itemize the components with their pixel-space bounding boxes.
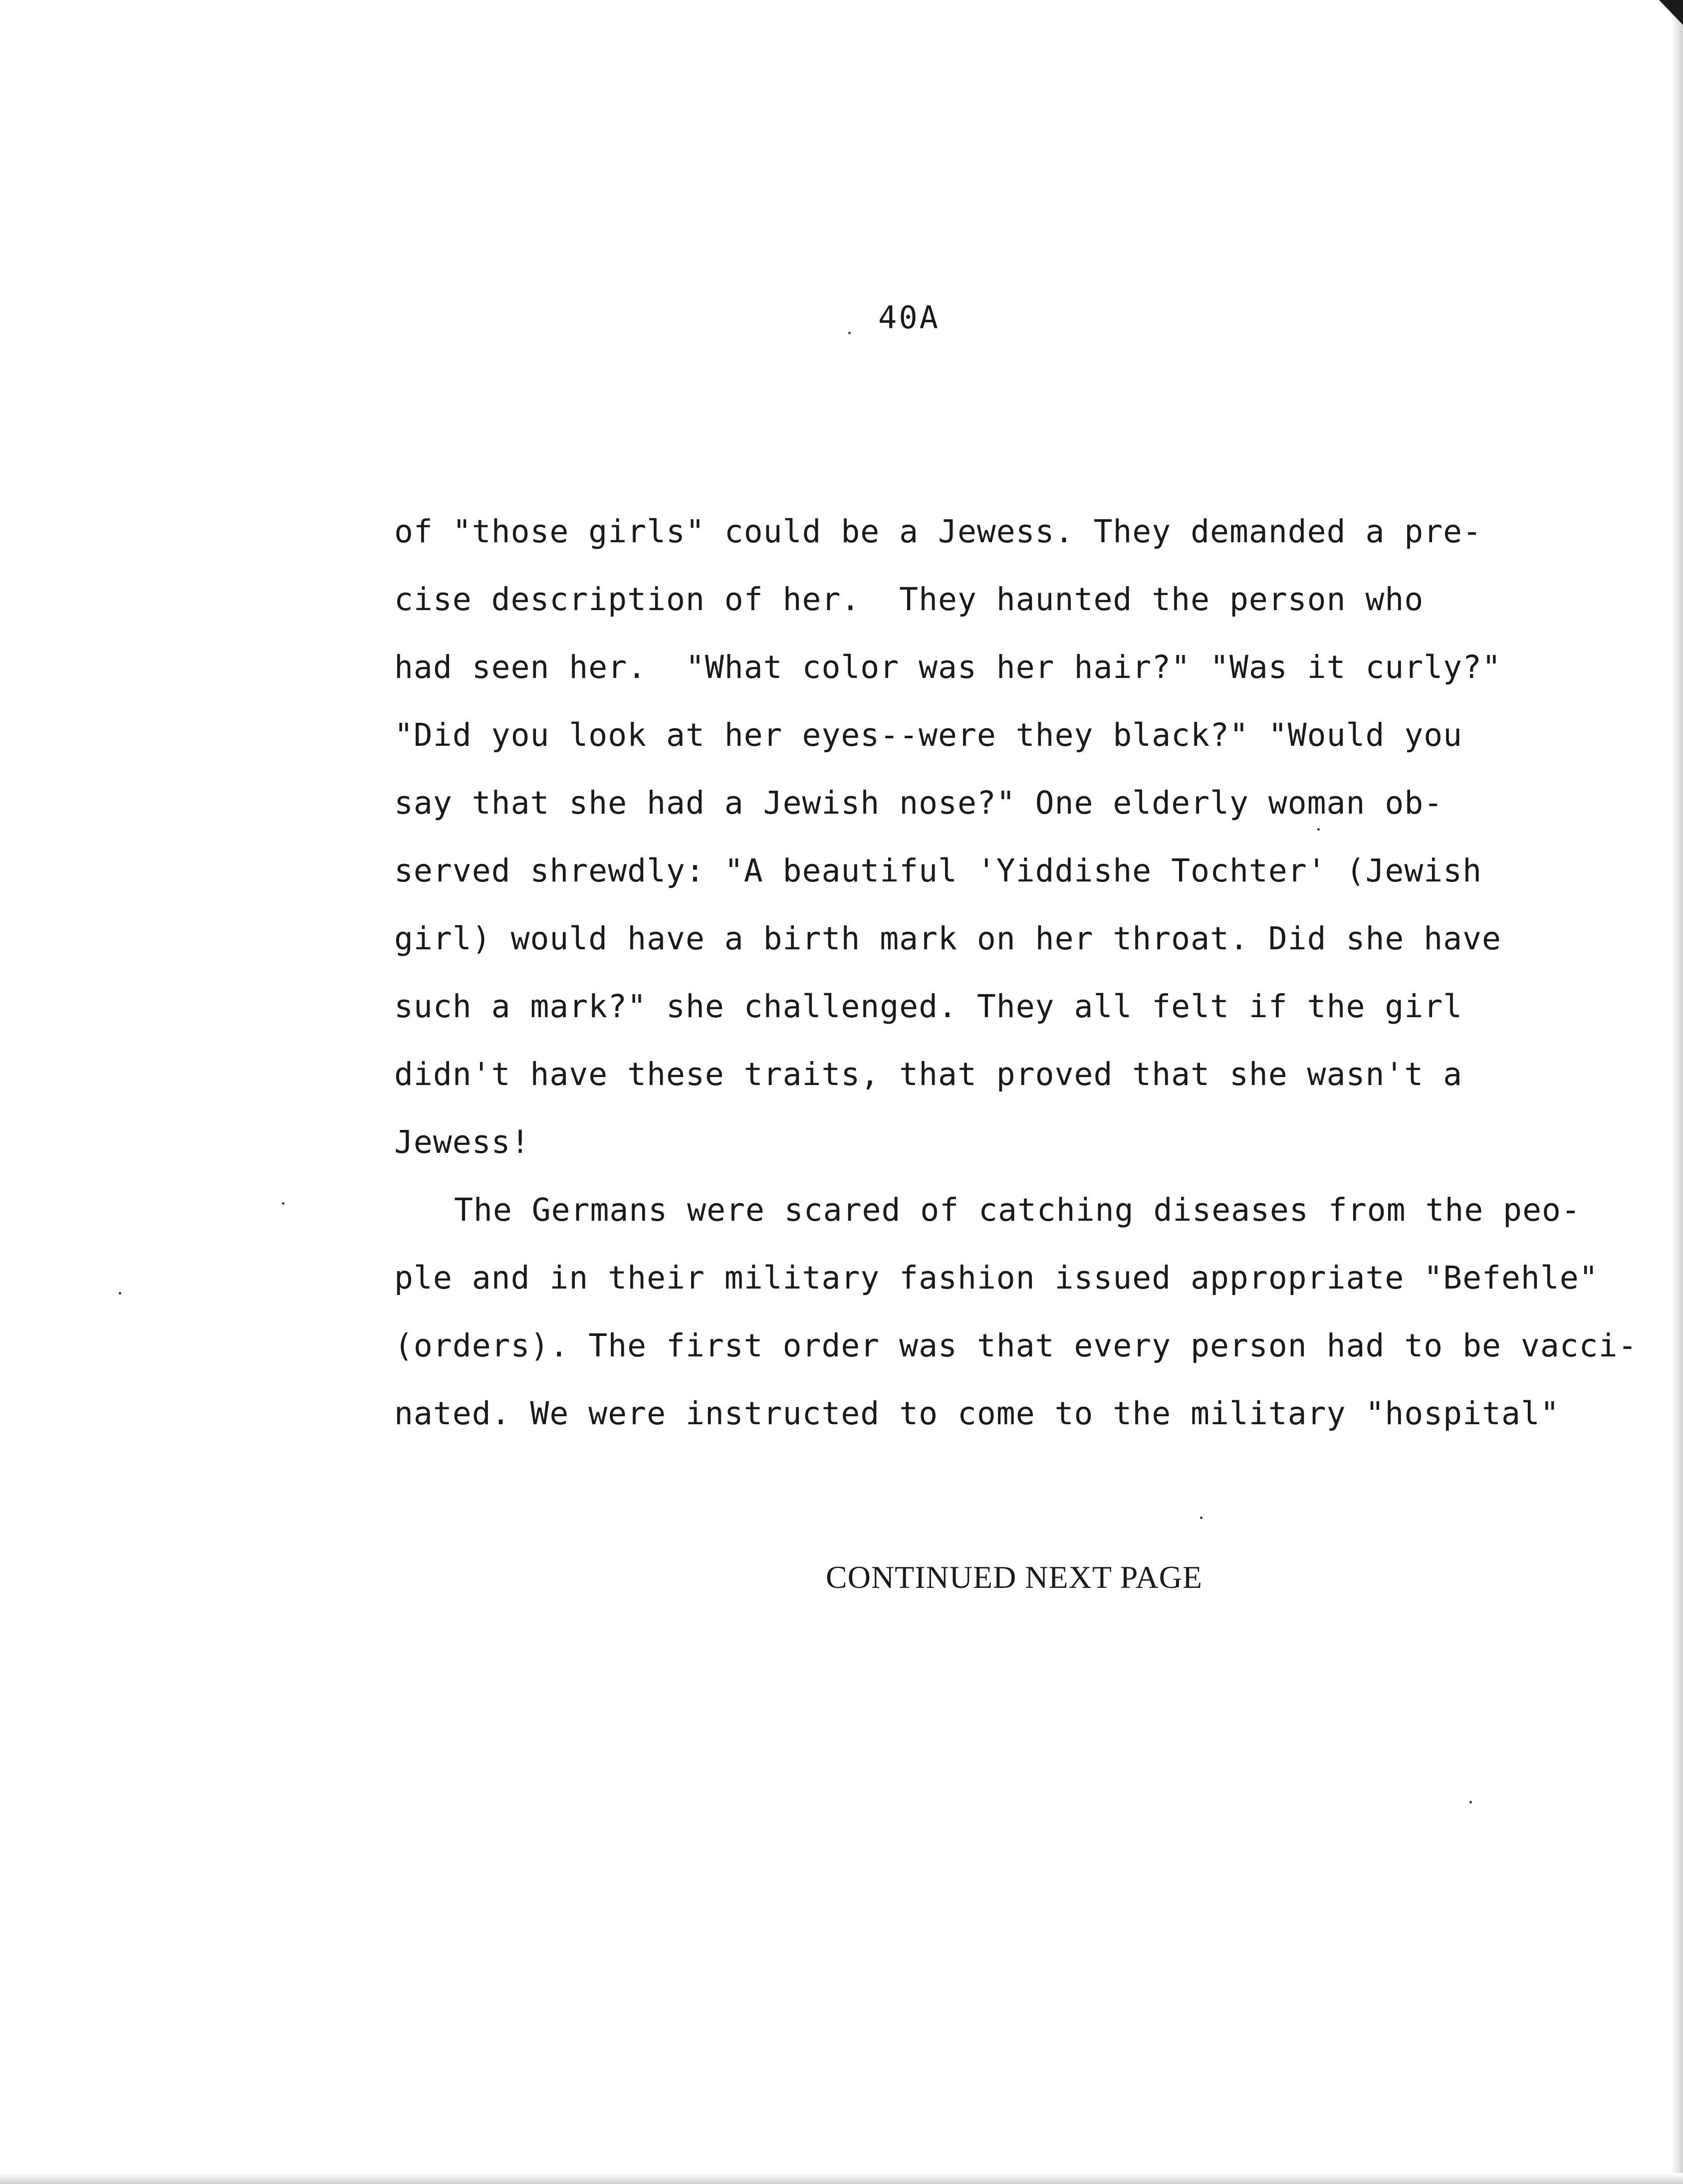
page-edge-shadow — [1671, 0, 1683, 2184]
text-line: ple and in their military fashion issued appropriate "Befehle" — [394, 1260, 1599, 1296]
text-line: had seen her. "What color was her hair?" "Was it curly?" — [394, 649, 1501, 685]
paragraph-1 — [394, 498, 1632, 1176]
text-line: cise description of her. They haunted the person who — [394, 581, 1424, 618]
text-line: of "those girls" could be a Jewess. They demanded a pre- — [394, 513, 1482, 550]
text-line: girl) would have a birth mark on her throat. Did she have — [394, 920, 1501, 957]
dust-speck — [1469, 1801, 1472, 1803]
dust-speck — [848, 332, 851, 334]
page-bottom-edge — [0, 2173, 1683, 2184]
text-line: Jewess! — [394, 1124, 530, 1160]
text-line: say that she had a Jewish nose?" One elderly woman ob- — [394, 785, 1443, 821]
text-line: "Did you look at her eyes--were they black?" "Would you — [394, 717, 1463, 753]
text-line: served shrewdly: "A beautiful 'Yiddishe Tochter' (Jewish — [394, 853, 1482, 889]
dust-speck — [282, 1202, 284, 1205]
text-line: such a mark?" she challenged. They all felt if the girl — [394, 988, 1463, 1025]
dust-speck — [119, 1292, 121, 1295]
text-line: didn't have these traits, that proved that she wasn't a — [394, 1056, 1463, 1092]
text-line: The Germans were scared of catching diseases from the peo- — [454, 1192, 1581, 1228]
paragraph-2 — [394, 1176, 1638, 1448]
dust-speck — [1200, 1517, 1202, 1519]
continued-note: CONTINUED NEXT PAGE — [826, 1559, 1202, 1595]
text-line: (orders). The first order was that every person had to be vacci- — [394, 1327, 1638, 1364]
page-number: 40A — [878, 299, 940, 336]
text-line: nated. We were instructed to come to the military "hospital" — [394, 1395, 1560, 1432]
document-body — [394, 498, 1638, 1448]
